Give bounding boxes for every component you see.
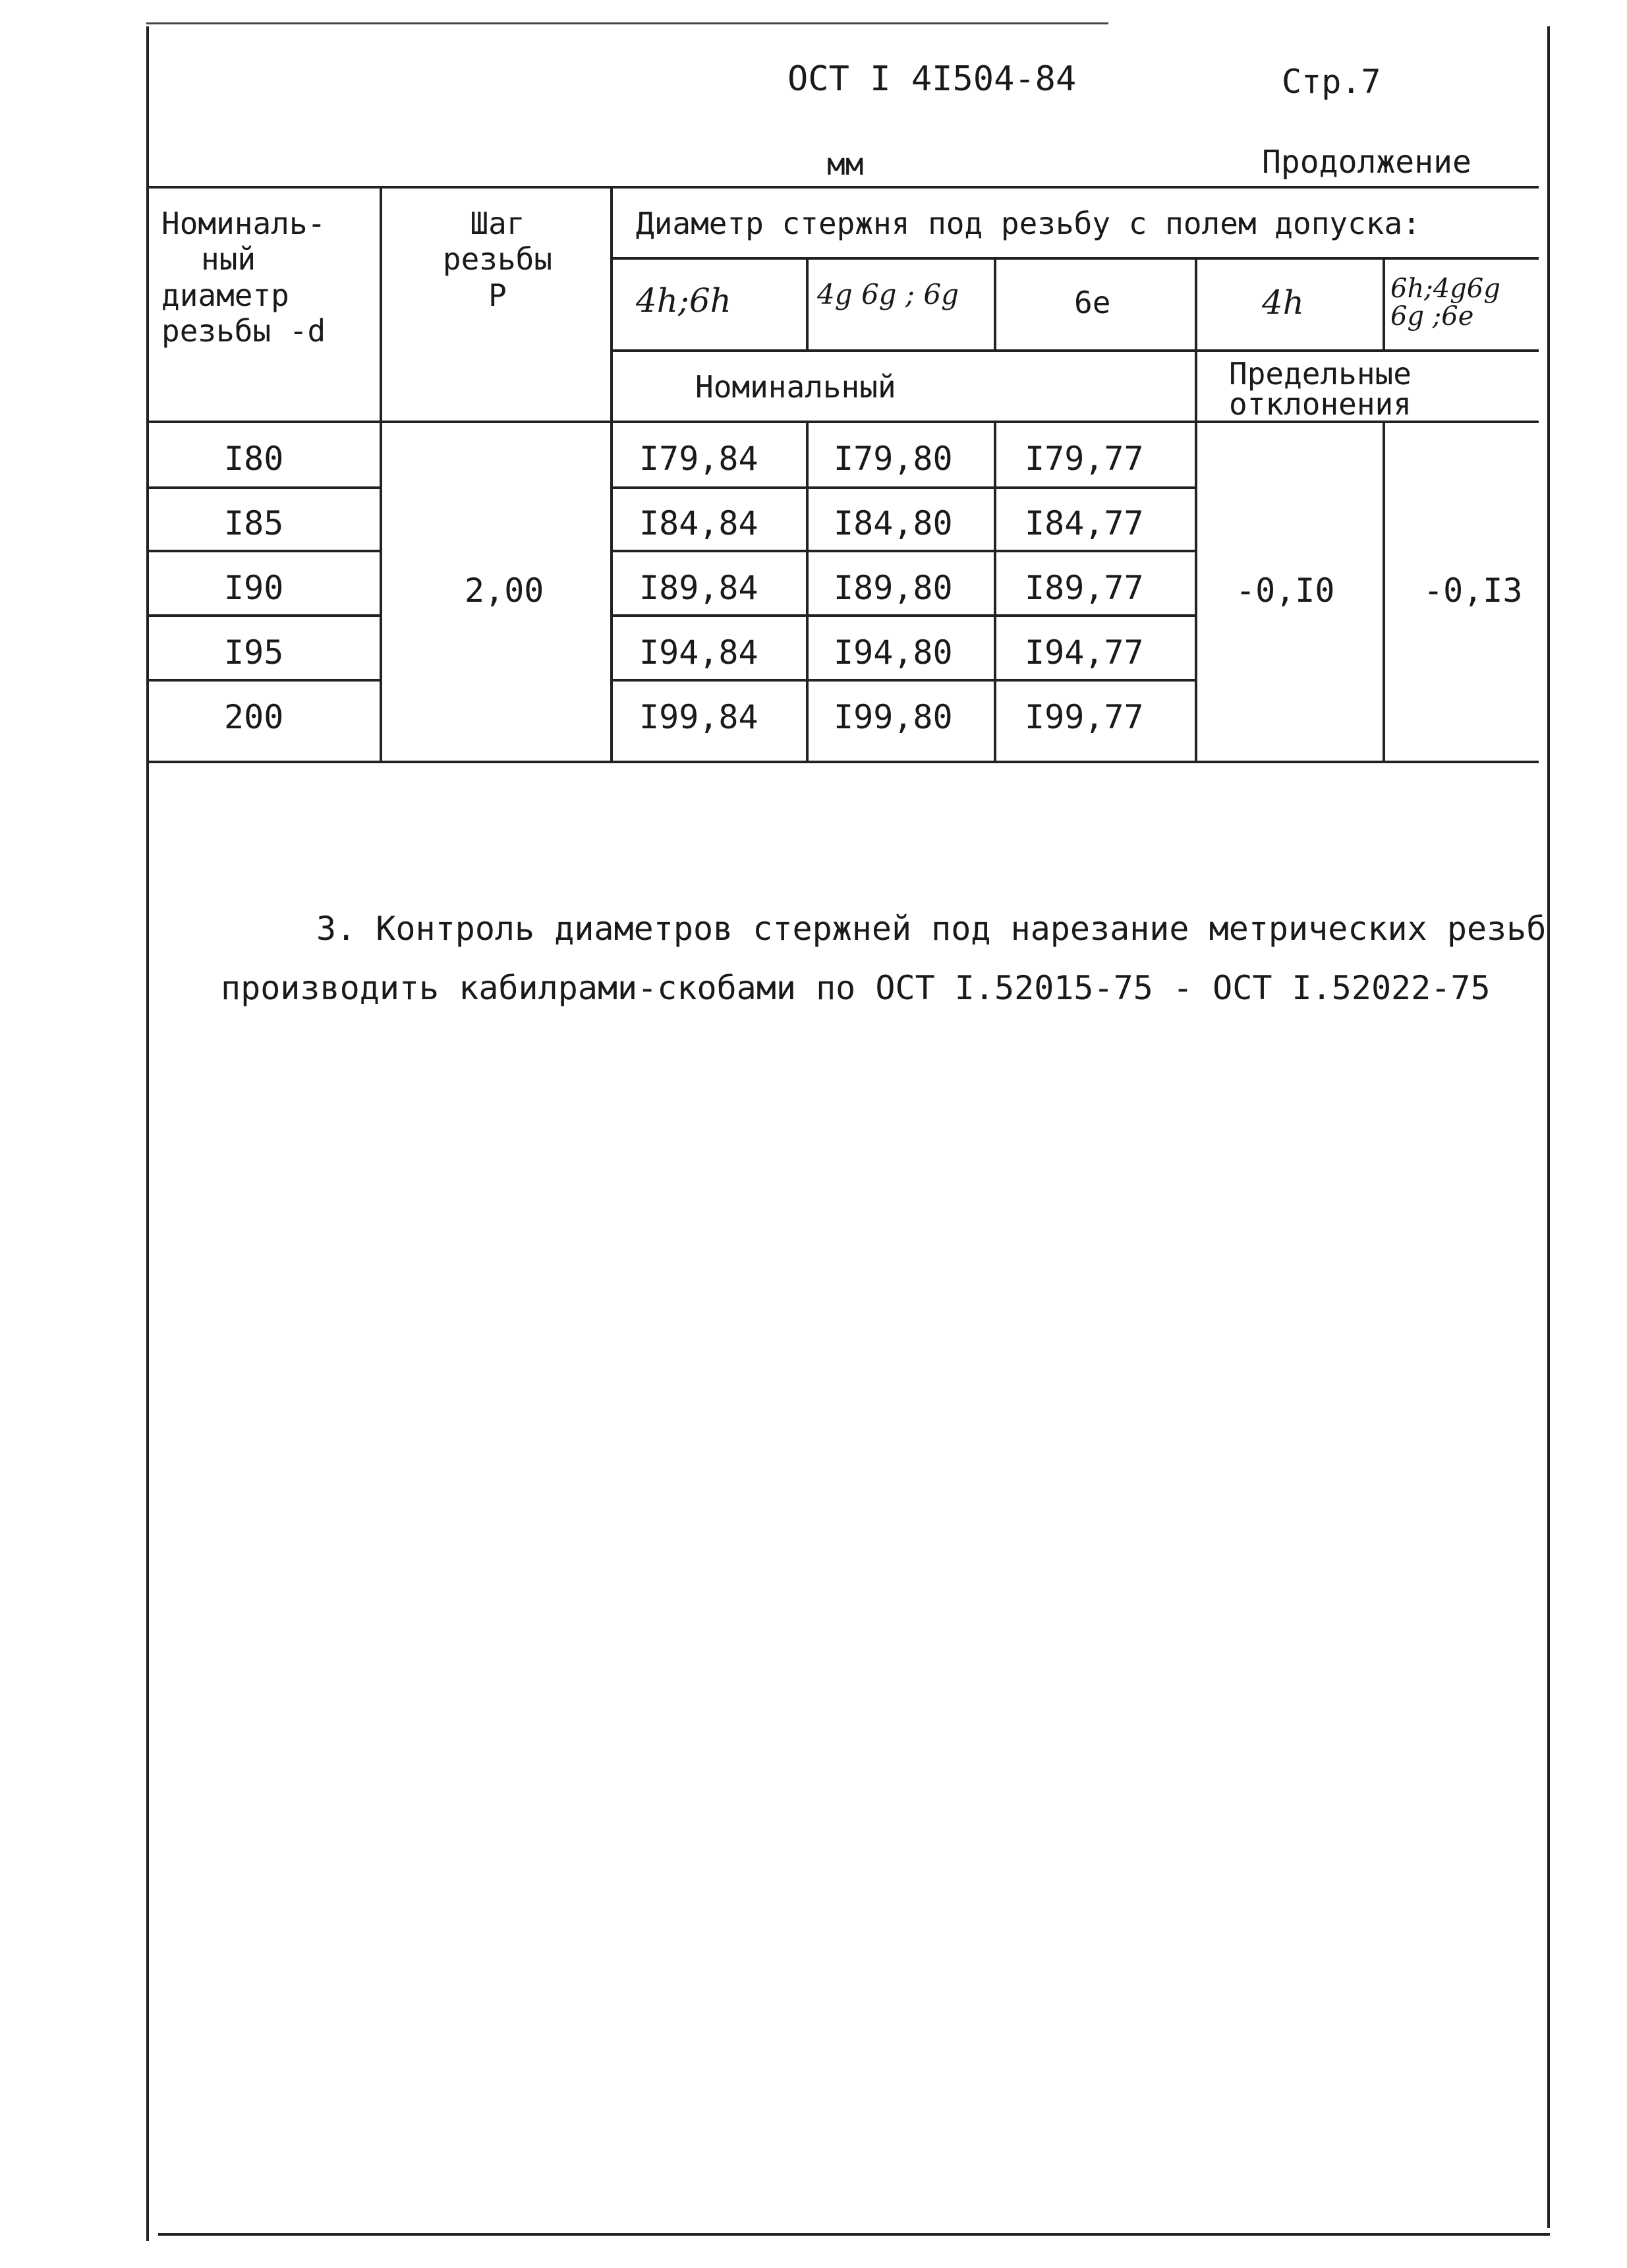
frame-top-line — [146, 22, 1108, 24]
row-value-4g6g: I99,80 — [834, 698, 953, 736]
document-code: ОСТ I 4I504-84 — [787, 59, 1077, 99]
row-value-4g6g: I94,80 — [834, 633, 953, 672]
diameter-table — [148, 186, 1539, 766]
deviation-other-value: -0,I3 — [1423, 571, 1523, 610]
tolerance-6e: 6e — [1074, 285, 1111, 320]
units-label: мм — [827, 146, 864, 182]
header-nominal: Номинальный — [695, 369, 896, 405]
frame-right-line — [1547, 26, 1550, 2228]
row-value-4h6h: I94,84 — [639, 633, 758, 672]
tolerance-4g-6g: 4g 6g ; 6g — [817, 278, 959, 310]
tolerance-4h-6h: 4h;6h — [636, 281, 731, 320]
header-thread-pitch: Шаг резьбы P — [442, 206, 553, 313]
pitch-value: 2,00 — [465, 571, 544, 610]
row-value-4h6h: I84,84 — [639, 504, 758, 542]
header-tolerance-group: Диаметр стержня под резьбу с полем допуска: — [636, 206, 1421, 241]
deviation-4h-value: -0,I0 — [1236, 571, 1335, 610]
row-value-4g6g: I84,80 — [834, 504, 953, 542]
row-value-6e: I79,77 — [1025, 440, 1144, 478]
row-value-4h6h: I79,84 — [639, 440, 758, 478]
row-value-6e: I99,77 — [1025, 698, 1144, 736]
row-diameter: I85 — [224, 504, 284, 542]
row-value-4g6g: I79,80 — [834, 440, 953, 478]
tolerance-6h-4g6g-6e: 6h;4g6g 6g ;6e — [1390, 274, 1500, 332]
row-value-6e: I84,77 — [1025, 504, 1144, 542]
header-nominal-diameter: Номиналь- ный диаметр резьбы -d — [161, 206, 326, 349]
row-value-4g6g: I89,80 — [834, 569, 953, 607]
row-diameter: I95 — [224, 633, 284, 672]
paragraph-line-2: производить кабилрами-скобами по ОСТ I.52015-75 - ОСТ I.52022-75 — [221, 969, 1491, 1007]
header-limit-deviations: Предельные отклонения — [1229, 356, 1412, 422]
row-value-4h6h: I89,84 — [639, 569, 758, 607]
paragraph-line-1: 3. Контроль диаметров стержней под нарезание метрических резьб — [316, 910, 1547, 948]
row-value-6e: I94,77 — [1025, 633, 1144, 672]
continuation-label: Продолжение — [1262, 144, 1471, 181]
row-value-6e: I89,77 — [1025, 569, 1144, 607]
tolerance-4h: 4h — [1262, 283, 1305, 322]
row-diameter: 200 — [224, 698, 284, 736]
row-diameter: I80 — [224, 440, 284, 478]
row-diameter: I90 — [224, 569, 284, 607]
frame-bottom-line — [158, 2233, 1550, 2236]
row-value-4h6h: I99,84 — [639, 698, 758, 736]
page-number: Стр.7 — [1282, 63, 1381, 101]
